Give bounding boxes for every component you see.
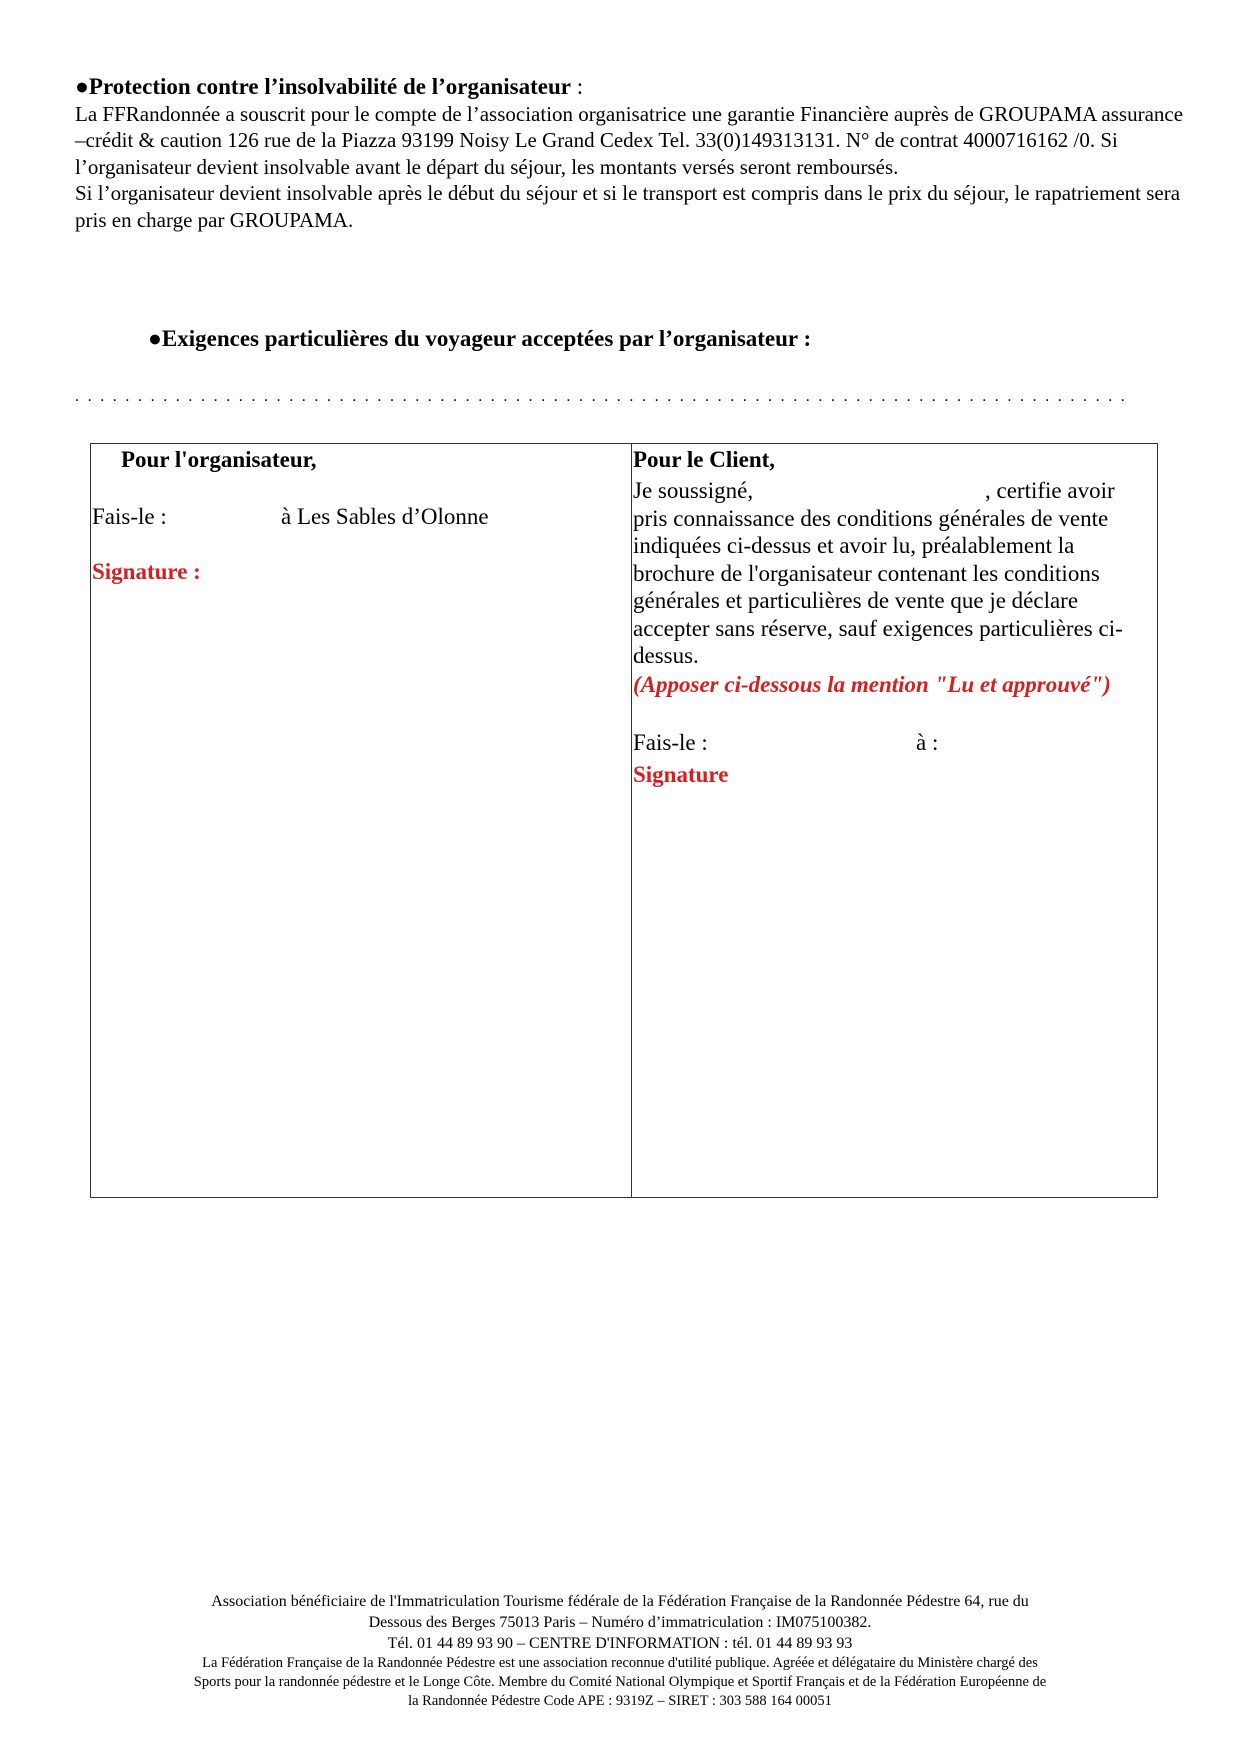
protection-section <box>75 74 1185 233</box>
client-certifie-text: , certifie avoir <box>985 478 1115 503</box>
client-fais-le-label: Fais-le : <box>633 730 708 755</box>
signature-table <box>90 443 1158 1198</box>
client-soussigne-line <box>633 477 1158 505</box>
client-title: Pour le Client, <box>633 447 776 472</box>
protection-heading <box>75 74 1185 101</box>
client-statement <box>633 477 1158 670</box>
organisateur-title: Pour l'organisateur, <box>121 447 317 472</box>
organisateur-signature-label: Signature : <box>92 559 201 584</box>
client-soussigne-label: Je soussigné, <box>633 478 754 503</box>
exigences-heading: ●Exigences particulières du voyageur acceptées par l’organisateur : <box>148 326 812 351</box>
client-statement-body: pris connaissance des conditions générales de vente indiquées ci-dessus et avoir lu, préalablement la brochure de l'organisateur contenant les conditions générales et particulières de vente que je déclare accepter sans réserve, sauf exigences particulières ci-dessus. <box>633 505 1123 668</box>
footer-line-2: Dessous des Berges 75013 Paris – Numéro d’immatriculation : IM075100382. <box>368 1614 872 1631</box>
client-a-label: à : <box>916 730 939 755</box>
protection-heading-suffix: : <box>571 74 584 99</box>
organisateur-place: à Les Sables d’Olonne <box>281 504 489 529</box>
footer-line-4: La Fédération Française de la Randonnée Pédestre est une association reconnue d'utilité publique. Agréée et délégataire du Ministère chargé des <box>202 1655 1038 1671</box>
protection-paragraph-2: Si l’organisateur devient insolvable après le début du séjour et si le transport est compris dans le prix du séjour, le rapatriement sera pris en charge par GROUPAMA. <box>75 181 1181 232</box>
protection-paragraph-1: La FFRandonnée a souscrit pour le compte de l’association organisatrice une garantie Financière auprès de GROUPAMA assurance –crédit & caution 126 rue de la Piazza 93199 Noisy Le Grand Cedex Tel. 33(0)149313131. N° de contrat 4000716162 /0. Si l’organisateur devient insolvable avant le départ du séjour, les montants versés seront remboursés. <box>75 101 1184 179</box>
protection-heading-text: Protection contre l’insolvabilité de l’organisateur <box>88 74 571 99</box>
footer-line-3: Tél. 01 44 89 93 90 – CENTRE D'INFORMATION : tél. 01 44 89 93 93 <box>387 1635 853 1652</box>
organisateur-column <box>91 444 632 1197</box>
dotted-fill-line: . . . . . . . . . . . . . . . . . . . . . . . . . . . . . . . . . . . . . . . . . . . . . . . . . . . . . . . . . . . . . . . . . . . . . . . . . . . . . . . . . . . . <box>75 388 1128 405</box>
organisateur-fais-le-label: Fais-le : <box>92 504 167 529</box>
footer-line-6: la Randonnée Pédestre Code APE : 9319Z – SIRET : 303 588 164 00051 <box>408 1693 832 1709</box>
client-column <box>632 444 1157 1197</box>
client-mention-instruction: (Apposer ci-dessous la mention "Lu et approuvé") <box>633 672 1111 697</box>
footer-line-5: Sports pour la randonnée pédestre et le Longe Côte. Membre du Comité National Olympique et Sportif Français et de la Fédération Européenne de <box>193 1674 1047 1690</box>
footer <box>120 1591 1120 1711</box>
bullet: ● <box>75 74 89 99</box>
client-signature-label: Signature <box>633 762 729 787</box>
footer-line-1: Association bénéficiaire de l'Immatriculation Tourisme fédérale de la Fédération Française de la Randonnée Pédestre 64, rue du <box>211 1593 1029 1610</box>
